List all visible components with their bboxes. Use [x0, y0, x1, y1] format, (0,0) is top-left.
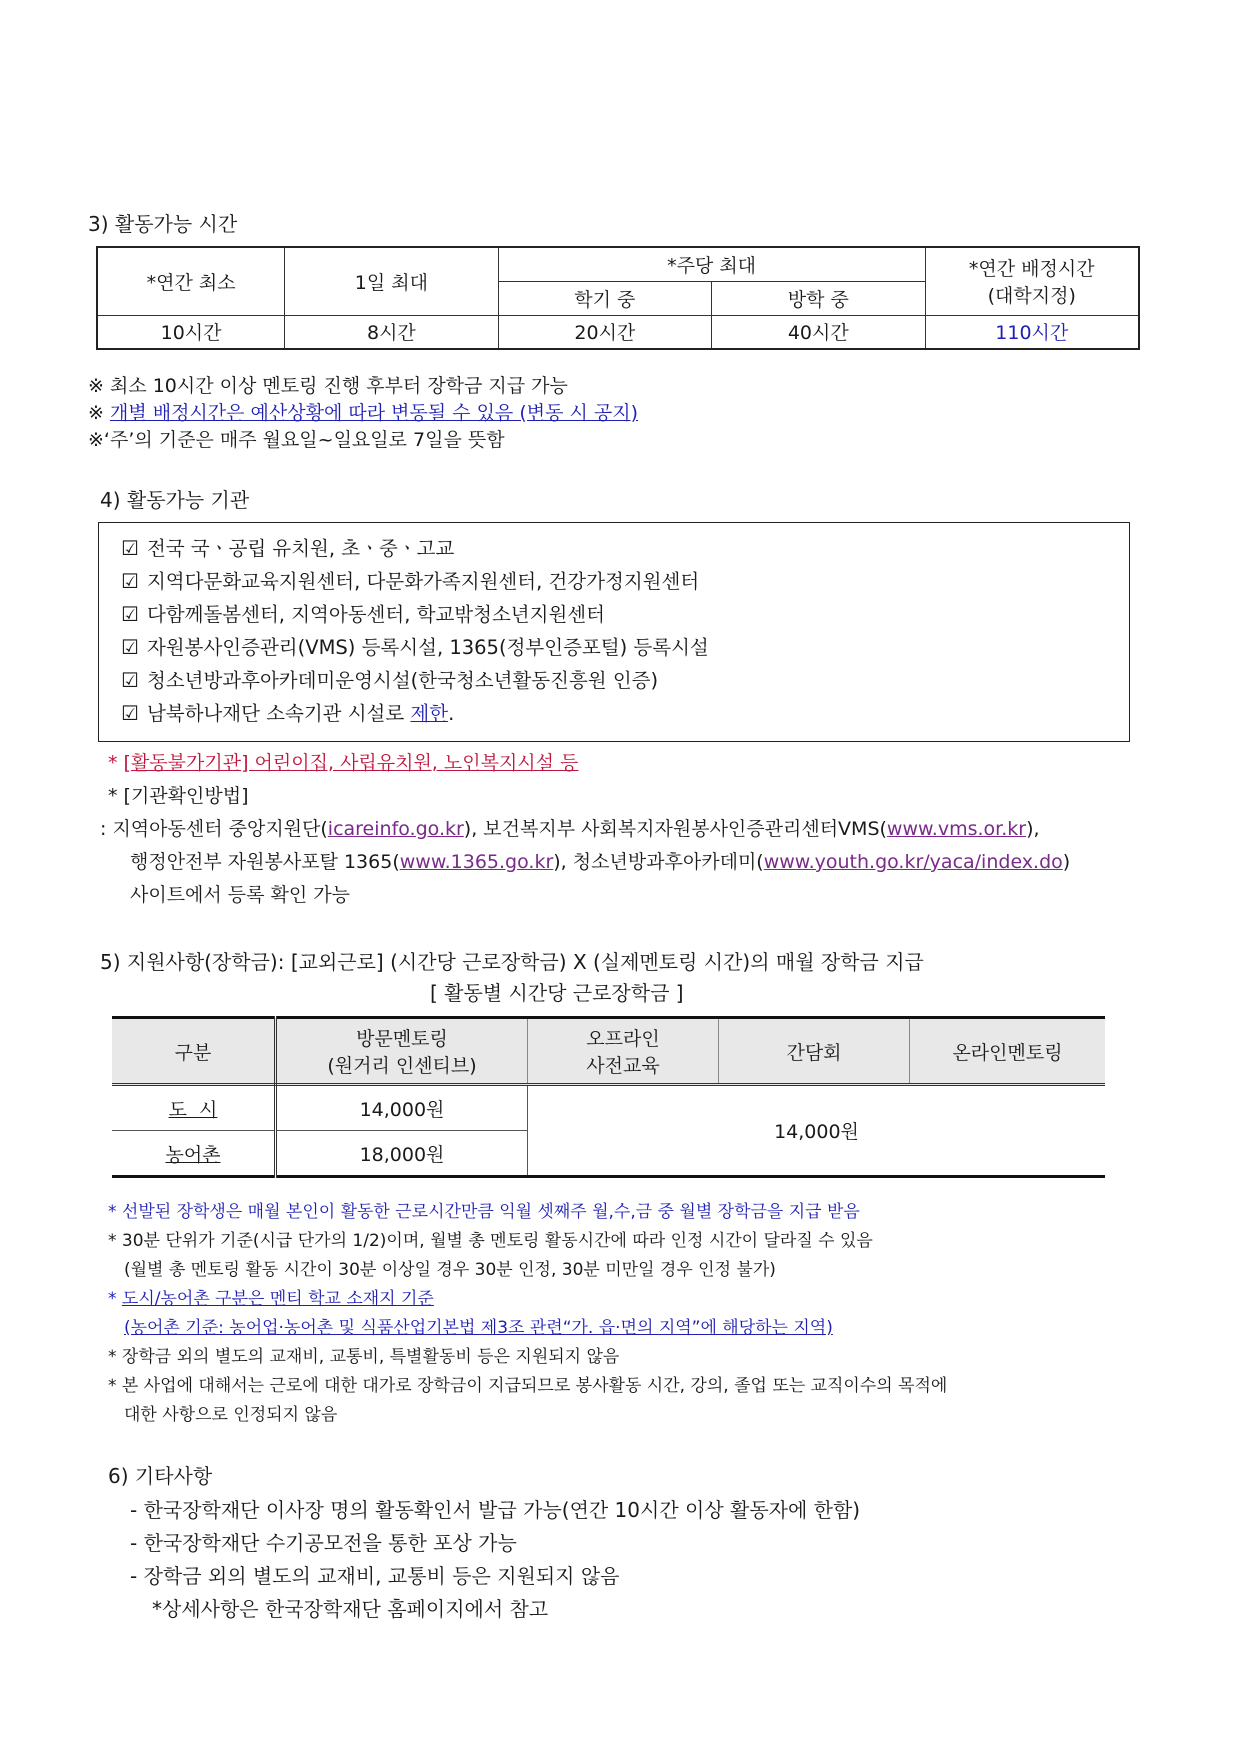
etc-item: - 한국장학재단 이사장 명의 활동확인서 발급 가능(연간 10시간 이상 활동자에 한함) — [130, 1498, 861, 1522]
header-offline-line1: 오프라인 — [586, 1028, 660, 1050]
header-offline-training — [528, 1018, 719, 1085]
method-text: ), — [1026, 818, 1040, 840]
section3-title: 3) 활동가능 시간 — [88, 212, 238, 236]
header-meeting: 간담회 — [719, 1018, 910, 1085]
institution-item — [121, 566, 699, 594]
institution-item-text: 지역다문화교육지원센터, 다문화가족지원센터, 건강가정지원센터 — [146, 570, 700, 593]
institution-item-text: 청소년방과후아카데미운영시설(한국청소년활동진흥원 인증) — [146, 669, 659, 692]
value-rural-visit: 18,000원 — [276, 1131, 528, 1177]
institution-item — [121, 599, 605, 627]
value-semester: 20시간 — [498, 315, 711, 349]
header-vacation: 방학 중 — [712, 281, 925, 315]
section4-title: 4) 활동가능 기관 — [100, 488, 250, 512]
checkbox-icon: ☑ — [121, 635, 139, 659]
checkbox-icon: ☑ — [121, 569, 139, 593]
note-city-rural-text: 도시/농어촌 구분은 멘티 학교 소재지 기준 — [121, 1289, 434, 1309]
note-minimum-hours: ※ 최소 10시간 이상 멘토링 진행 후부터 장학금 지급 가능 — [88, 375, 568, 397]
value-vacation: 40시간 — [712, 315, 925, 349]
note-30min-detail: (월별 총 멘토링 활동 시간이 30분 이상일 경우 30분 인정, 30분 미만일 경우 인정 불가) — [124, 1260, 776, 1280]
method-text: ), 청소년방과후아카데미( — [553, 851, 764, 873]
restricted-institutions — [108, 748, 578, 775]
note-not-volunteer-cont: 대한 사항으로 인정되지 않음 — [124, 1405, 338, 1425]
note-mark: ※ — [88, 402, 110, 424]
scholarship-rate-table — [112, 1016, 1105, 1178]
header-offline-line2: 사전교육 — [586, 1055, 660, 1077]
section5-subtitle: [ 활동별 시간당 근로장학금 ] — [430, 981, 684, 1005]
header-weekly-max: *주당 최대 — [498, 247, 925, 281]
check-method-line1 — [100, 814, 1040, 841]
header-visit-line2: (원거리 인센티브) — [327, 1055, 477, 1077]
check-method-line2 — [130, 847, 1070, 874]
header-category: 구분 — [112, 1018, 276, 1085]
method-text: ), 보건복지부 사회복지자원봉사인증관리센터VMS( — [463, 818, 887, 840]
header-alloc-line1: *연간 배정시간 — [968, 258, 1095, 281]
institution-item-text: 남북하나재단 소속기관 시설로 — [146, 702, 411, 725]
note-not-volunteer: * 본 사업에 대해서는 근로에 대한 대가로 장학금이 지급되므로 봉사활동 시간, 강의, 졸업 또는 교직이수의 목적에 — [108, 1376, 948, 1396]
institution-item — [121, 698, 454, 726]
1365-link[interactable]: www.1365.go.kr — [399, 851, 554, 873]
value-daily-max: 8시간 — [285, 315, 498, 349]
institution-list-box — [98, 522, 1130, 742]
note-allocation-text: 개별 배정시간은 예산상황에 따라 변동될 수 있음 (변동 시 공지) — [109, 402, 639, 424]
institution-item — [121, 632, 709, 660]
header-visit-line1: 방문멘토링 — [356, 1028, 448, 1050]
value-merged-rate: 14,000원 — [528, 1085, 1106, 1177]
note-rural-criteria: (농어촌 기준: 농어업·농어촌 및 식품산업기본법 제3조 관련“가. 읍·면의 지역”에 해당하는 지역) — [124, 1318, 833, 1338]
note-30min-unit: * 30분 단위가 기준(시급 단가의 1/2)이며, 월별 총 멘토링 활동시간에 따라 인정 시간이 달라질 수 있음 — [108, 1231, 873, 1251]
note-allocation-change — [88, 398, 638, 425]
institution-item — [121, 665, 658, 693]
value-annual-min: 10시간 — [97, 315, 285, 349]
checkbox-icon: ☑ — [121, 668, 139, 692]
institution-item — [121, 533, 454, 561]
etc-item: - 장학금 외의 별도의 교재비, 교통비 등은 지원되지 않음 — [130, 1564, 620, 1588]
checkbox-icon: ☑ — [121, 602, 139, 626]
note-payment-schedule: * 선발된 장학생은 매월 본인이 활동한 근로시간만큼 익월 셋째주 월,수,금 중 월별 장학금을 지급 받음 — [108, 1202, 860, 1222]
item-period: . — [448, 702, 455, 725]
icareinfo-link[interactable]: icareinfo.go.kr — [327, 818, 464, 840]
restriction-link[interactable]: 제한 — [410, 702, 449, 725]
etc-item: - 한국장학재단 수기공모전을 통한 포상 가능 — [130, 1531, 517, 1555]
method-text: 행정안전부 자원봉사포탈 1365( — [130, 851, 400, 873]
note-star: * — [108, 1289, 122, 1309]
activity-hours-table — [96, 246, 1140, 350]
header-visit-mentoring — [276, 1018, 528, 1085]
checkbox-icon: ☑ — [121, 536, 139, 560]
restricted-star: * — [108, 752, 124, 774]
checkbox-icon: ☑ — [121, 701, 139, 725]
row-label-city — [112, 1085, 276, 1131]
row-label-city-text: 도 시 — [168, 1098, 218, 1121]
section5-title: 5) 지원사항(장학금): [교외근로] (시간당 근로장학금) X (실제멘토링 시간)의 매월 장학금 지급 — [100, 950, 924, 974]
note-week-definition: ※‘주’의 기준은 매주 월요일~일요일로 7일을 뜻함 — [88, 429, 505, 451]
institution-item-text: 전국 국ㆍ공립 유치원, 초ㆍ중ㆍ고교 — [146, 537, 455, 560]
institution-item-text: 자원봉사인증관리(VMS) 등록시설, 1365(정부인증포털) 등록시설 — [146, 636, 709, 659]
header-annual-min: *연간 최소 — [97, 247, 285, 315]
row-label-rural — [112, 1131, 276, 1177]
header-annual-allocation — [925, 247, 1139, 315]
institution-item-text: 다함께돌봄센터, 지역아동센터, 학교밖청소년지원센터 — [146, 603, 605, 626]
etc-footnote: *상세사항은 한국장학재단 홈페이지에서 참고 — [152, 1597, 549, 1621]
value-annual-allocation: 110시간 — [925, 315, 1139, 349]
method-text: ) — [1062, 851, 1071, 873]
restricted-text: [활동불가기관] 어린이집, 사립유치원, 노인복지시설 등 — [123, 752, 579, 774]
method-text: : 지역아동센터 중앙지원단( — [100, 818, 328, 840]
value-city-visit: 14,000원 — [276, 1085, 528, 1131]
header-semester: 학기 중 — [498, 281, 711, 315]
header-alloc-line2: (대학지정) — [987, 285, 1076, 308]
youth-link[interactable]: www.youth.go.kr/yaca/index.do — [763, 851, 1063, 873]
note-no-extra-support: * 장학금 외의 별도의 교재비, 교통비, 특별활동비 등은 지원되지 않음 — [108, 1347, 620, 1367]
check-method-title: * [기관확인방법] — [108, 785, 249, 807]
note-city-rural — [108, 1284, 434, 1309]
header-online-mentoring: 온라인멘토링 — [910, 1018, 1106, 1085]
vms-link[interactable]: www.vms.or.kr — [886, 818, 1027, 840]
header-daily-max: 1일 최대 — [285, 247, 498, 315]
check-method-line3: 사이트에서 등록 확인 가능 — [130, 884, 351, 906]
row-label-rural-text: 농어촌 — [165, 1143, 221, 1166]
section6-title: 6) 기타사항 — [108, 1464, 213, 1488]
